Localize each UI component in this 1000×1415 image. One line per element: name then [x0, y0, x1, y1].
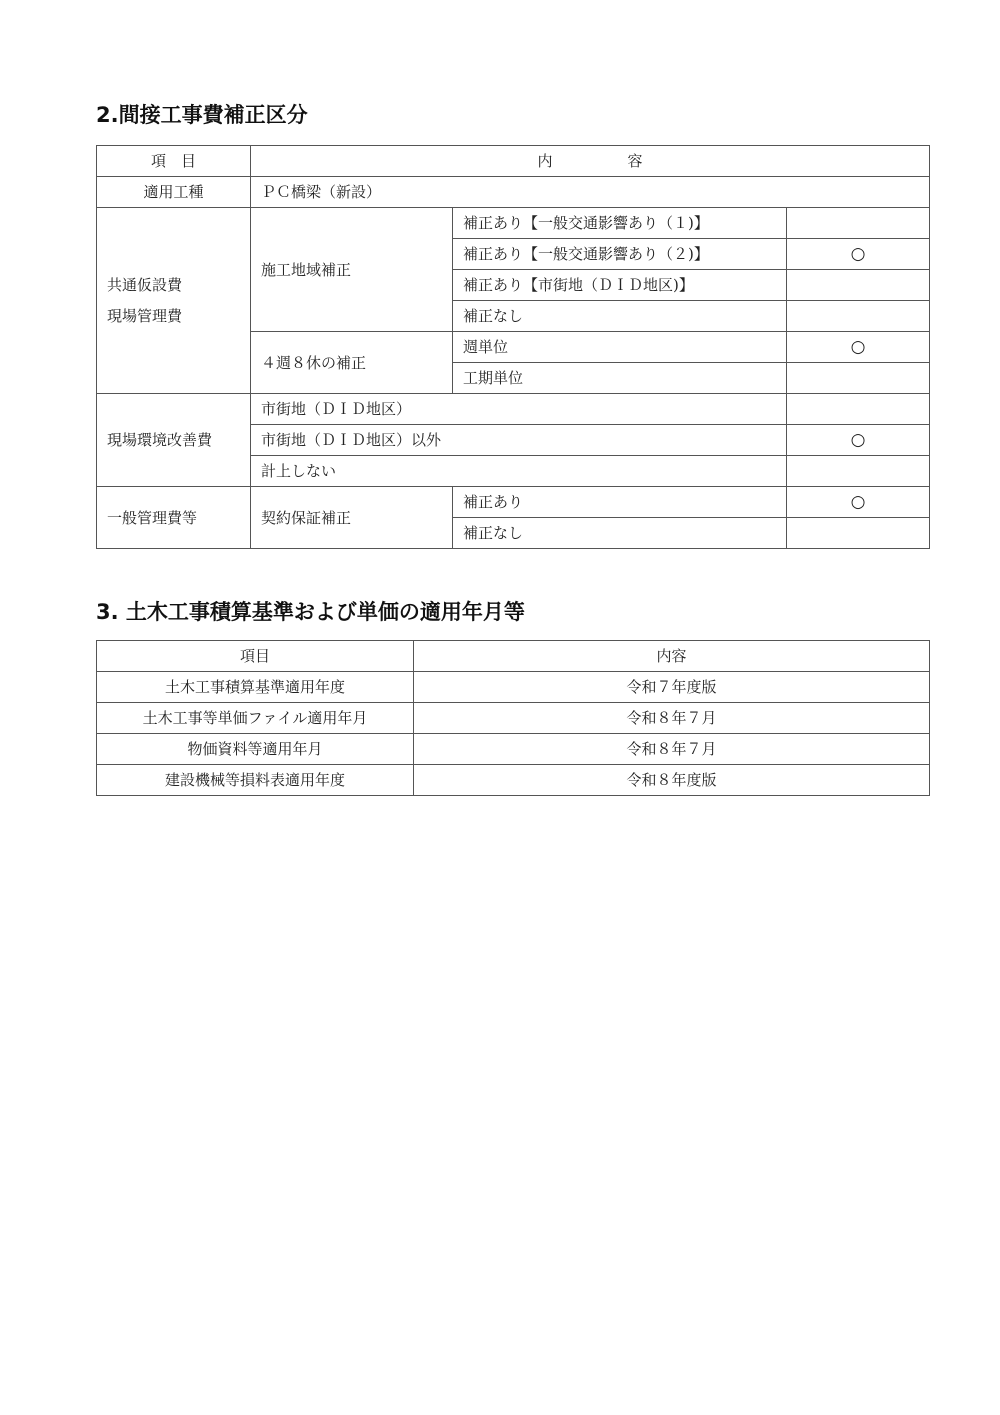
row-content: 令和８年７月 — [414, 734, 930, 765]
option-mark — [787, 456, 930, 487]
table-row — [97, 672, 930, 703]
header-content: 内 容 — [251, 146, 930, 177]
common-cost-label-line1: 共通仮設費 — [107, 275, 183, 294]
option-mark — [787, 518, 930, 549]
row-item: 物価資料等適用年月 — [97, 734, 414, 765]
option-mark — [787, 208, 930, 239]
table-row — [97, 703, 930, 734]
option-text: 補正なし — [453, 518, 787, 549]
common-cost-label-line2: 現場管理費 — [107, 306, 183, 325]
option-text: 工期単位 — [453, 363, 787, 394]
applied-work-label: 適用工種 — [97, 177, 251, 208]
applied-work-value: ＰＣ橋梁（新設） — [251, 177, 930, 208]
option-text: 補正あり — [453, 487, 787, 518]
option-mark: ○ — [787, 239, 930, 270]
row-item: 土木工事積算基準適用年度 — [97, 672, 414, 703]
standards-table — [96, 640, 930, 796]
table-header-row — [97, 641, 930, 672]
header-item: 項 目 — [97, 146, 251, 177]
option-text: 補正あり【一般交通影響あり（１)】 — [453, 208, 787, 239]
option-text: 計上しない — [251, 456, 787, 487]
option-mark — [787, 270, 930, 301]
construction-area-label: 施工地域補正 — [251, 208, 453, 332]
table-row — [97, 734, 930, 765]
row-content: 令和８年度版 — [414, 765, 930, 796]
row-item: 土木工事等単価ファイル適用年月 — [97, 703, 414, 734]
table-row — [97, 394, 930, 425]
option-mark: ○ — [787, 487, 930, 518]
row-item: 建設機械等損料表適用年度 — [97, 765, 414, 796]
option-text: 補正あり【一般交通影響あり（２)】 — [453, 239, 787, 270]
option-mark: ○ — [787, 332, 930, 363]
indirect-cost-table — [96, 145, 930, 549]
row-content: 令和８年７月 — [414, 703, 930, 734]
option-text: 補正あり【市街地（ＤＩＤ地区)】 — [453, 270, 787, 301]
row-content: 令和７年度版 — [414, 672, 930, 703]
option-mark: ○ — [787, 425, 930, 456]
table-row — [97, 765, 930, 796]
table-row — [97, 177, 930, 208]
header-item: 項目 — [97, 641, 414, 672]
section3-heading: 3. 土木工事積算基準および単価の適用年月等 — [96, 600, 525, 624]
option-text: 市街地（ＤＩＤ地区） — [251, 394, 787, 425]
four-week-label: ４週８休の補正 — [251, 332, 453, 394]
table-row — [97, 208, 930, 239]
option-text: 補正なし — [453, 301, 787, 332]
environment-label: 現場環境改善費 — [97, 394, 251, 487]
option-text: 週単位 — [453, 332, 787, 363]
option-mark — [787, 363, 930, 394]
common-cost-label — [97, 208, 251, 394]
section2-heading: 2.間接工事費補正区分 — [96, 103, 308, 127]
table-row — [97, 487, 930, 518]
table-header-row — [97, 146, 930, 177]
option-mark — [787, 301, 930, 332]
general-label: 一般管理費等 — [97, 487, 251, 549]
contract-label: 契約保証補正 — [251, 487, 453, 549]
option-text: 市街地（ＤＩＤ地区）以外 — [251, 425, 787, 456]
header-content: 内容 — [414, 641, 930, 672]
option-mark — [787, 394, 930, 425]
